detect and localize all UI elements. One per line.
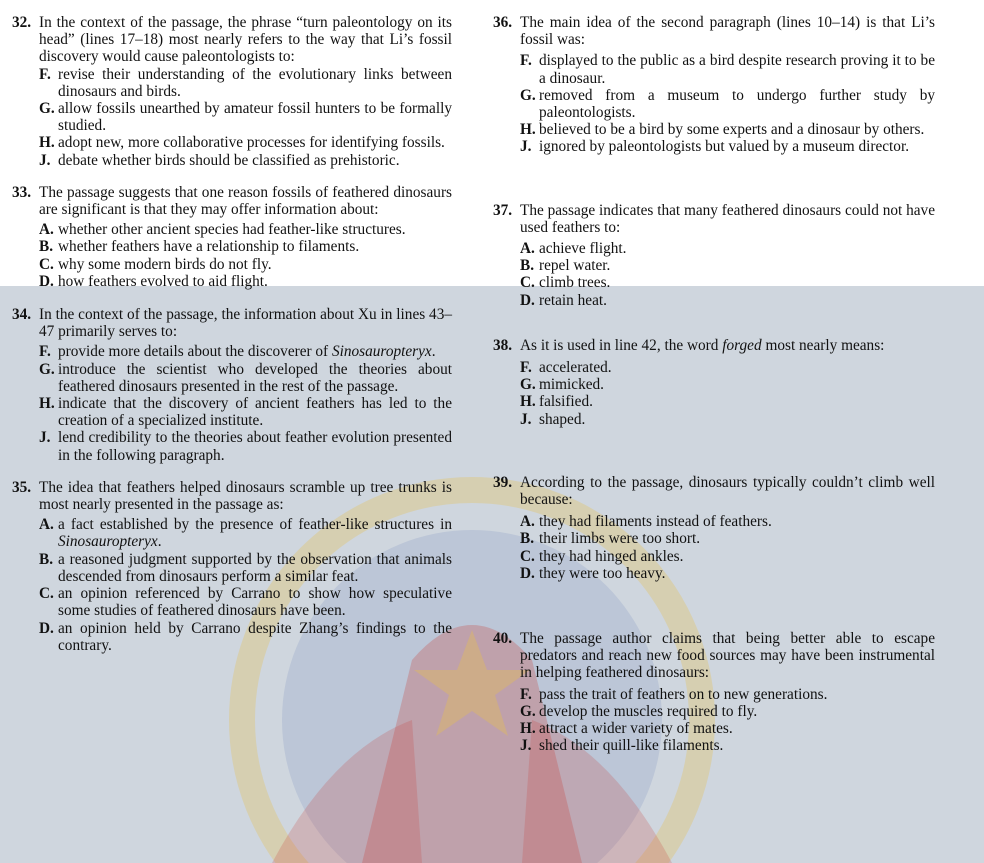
key-word: forged — [722, 336, 762, 354]
question-number: 34. — [12, 306, 32, 324]
option-letter: B. — [39, 550, 54, 568]
question-40 — [493, 630, 935, 754]
option-text: debate whether birds should be classified as prehistoric. — [58, 151, 400, 169]
answer-option[interactable] — [493, 257, 935, 274]
answer-option[interactable] — [12, 273, 452, 290]
question-stem: The passage indicates that many feathered dinosaurs could not have used feathers to: — [520, 201, 935, 236]
answer-option[interactable] — [493, 376, 935, 393]
option-text: they had hinged ankles. — [539, 547, 684, 565]
question-number: 33. — [12, 183, 32, 201]
option-text — [58, 516, 452, 550]
option-text: whether other ancient species had feather-like structures. — [58, 221, 406, 239]
answer-option[interactable] — [493, 720, 935, 737]
question-stem: According to the passage, dinosaurs typically couldn’t climb well because: — [520, 473, 935, 509]
answer-option[interactable] — [12, 516, 452, 550]
option-text: adopt new, more collaborative processes for identifying fossils. — [58, 134, 445, 152]
option-letter: F. — [520, 52, 532, 70]
answer-option[interactable] — [12, 100, 452, 134]
question-38 — [493, 337, 935, 428]
answer-option[interactable] — [12, 256, 452, 273]
option-text: develop the muscles required to fly. — [539, 702, 758, 720]
question-stem: The main idea of the second paragraph (lines 10–14) is that Li’s fossil was: — [520, 14, 935, 49]
option-letter: F. — [520, 685, 532, 703]
option-letter: G. — [520, 376, 536, 394]
answer-option[interactable] — [493, 703, 935, 720]
option-text: an opinion held by Carrano despite Zhang’s findings to the contrary. — [58, 619, 452, 654]
question-stem — [520, 337, 935, 354]
answer-option[interactable] — [12, 395, 452, 429]
question-number: 37. — [493, 201, 513, 219]
option-text: their limbs were too short. — [539, 530, 701, 548]
answer-option[interactable] — [12, 221, 452, 238]
question-number: 35. — [12, 478, 32, 496]
option-text: removed from a museum to undergo further study by paleontologists. — [539, 86, 935, 122]
question-number: 36. — [493, 14, 513, 31]
option-letter: H. — [520, 393, 536, 411]
option-text: climb trees. — [539, 274, 611, 292]
option-text-tail: . — [431, 343, 436, 361]
option-letter: D. — [520, 291, 535, 309]
option-letter: A. — [39, 516, 54, 534]
option-text: attract a wider variety of mates. — [539, 720, 733, 738]
question-39 — [493, 474, 935, 582]
option-text: introduce the scientist who developed the theories about feathered dinosaurs presented in the rest of the passage. — [58, 360, 452, 395]
option-letter: F. — [520, 359, 532, 377]
answer-option[interactable] — [493, 686, 935, 703]
stem-text-end: most nearly means: — [765, 336, 885, 354]
answer-option[interactable] — [12, 66, 452, 100]
answer-option[interactable] — [493, 393, 935, 410]
option-letter: F. — [39, 65, 51, 83]
option-letter: J. — [39, 151, 51, 169]
species-name: Sinosauropteryx — [58, 533, 158, 551]
answer-option[interactable] — [493, 513, 935, 530]
answer-option[interactable] — [493, 530, 935, 547]
left-column — [12, 14, 452, 654]
option-text: repel water. — [539, 257, 611, 275]
option-text: lend credibility to the theories about feather evolution presented in the following paragraph. — [58, 429, 452, 464]
option-text: indicate that the discovery of ancient feathers has led to the creation of a specialized institute. — [58, 395, 452, 430]
answer-option[interactable] — [493, 565, 935, 582]
question-stem: The idea that feathers helped dinosaurs scramble up tree trunks is most nearly presented in the passage as: — [39, 478, 452, 514]
option-text: retain heat. — [539, 291, 607, 309]
option-text: allow fossils unearthed by amateur fossil hunters to be formally studied. — [58, 100, 452, 135]
option-letter: C. — [520, 547, 535, 565]
option-text-main: a fact established by the presence of feather-like structures in — [58, 516, 452, 534]
question-33 — [12, 184, 452, 290]
option-letter: J. — [520, 737, 532, 755]
answer-option[interactable] — [12, 343, 452, 360]
question-number: 32. — [12, 14, 32, 31]
question-stem: In the context of the passage, the phrase “turn paleontology on its head” (lines 17–18) most nearly refers to the way that Li’s fossil discovery would cause paleontologists to: — [39, 14, 452, 66]
option-text: they were too heavy. — [539, 564, 666, 582]
option-letter: C. — [39, 255, 54, 273]
option-letter: A. — [520, 513, 535, 531]
right-column — [493, 14, 935, 755]
answer-option[interactable] — [12, 620, 452, 654]
question-34 — [12, 306, 452, 464]
option-letter: G. — [39, 360, 55, 378]
question-number: 39. — [493, 473, 513, 491]
option-text: pass the trait of feathers on to new generations. — [539, 685, 828, 703]
option-letter: C. — [39, 585, 54, 603]
answer-option[interactable] — [493, 121, 935, 138]
option-text: shed their quill-like filaments. — [539, 737, 724, 755]
answer-option[interactable] — [493, 359, 935, 376]
option-text-main: provide more details about the discoverer of — [58, 343, 329, 361]
answer-option[interactable] — [12, 134, 452, 151]
option-text: mimicked. — [539, 376, 604, 394]
answer-option[interactable] — [493, 274, 935, 291]
option-letter: G. — [39, 100, 55, 118]
option-letter: D. — [39, 272, 54, 290]
option-text: believed to be a bird by some experts and a dinosaur by others. — [539, 121, 925, 139]
option-letter: A. — [39, 221, 54, 239]
question-35 — [12, 479, 452, 654]
option-letter: D. — [520, 564, 535, 582]
species-name: Sinosauropteryx — [331, 343, 432, 361]
option-text: why some modern birds do not fly. — [58, 255, 272, 273]
option-text: whether feathers have a relationship to filaments. — [58, 238, 360, 256]
option-letter: D. — [39, 619, 54, 637]
question-32 — [12, 14, 452, 169]
option-text: achieve flight. — [539, 240, 627, 258]
answer-option[interactable] — [493, 52, 935, 86]
answer-option[interactable] — [12, 361, 452, 395]
option-text: revise their understanding of the evolutionary links between dinosaurs and birds. — [58, 65, 452, 100]
option-text: falsified. — [539, 393, 593, 411]
question-number: 40. — [493, 630, 513, 648]
answer-option[interactable] — [493, 737, 935, 754]
option-text: shaped. — [539, 410, 586, 428]
option-letter: F. — [39, 343, 51, 361]
option-text — [58, 343, 452, 360]
option-letter: H. — [520, 720, 536, 738]
option-letter: B. — [520, 530, 535, 548]
question-37 — [493, 202, 935, 309]
answer-option[interactable] — [493, 138, 935, 155]
option-text: an opinion referenced by Carrano to show how speculative some studies of feathered dinosaurs have been. — [58, 585, 452, 620]
question-stem: The passage author claims that being better able to escape predators and reach new food sources may have been instrumental in helping feathered dinosaurs: — [520, 630, 935, 682]
option-text: accelerated. — [539, 359, 612, 377]
answer-option[interactable] — [493, 292, 935, 309]
option-text: they had filaments instead of feathers. — [539, 513, 772, 531]
answer-option[interactable] — [12, 429, 452, 463]
option-letter: H. — [520, 121, 536, 139]
option-letter: B. — [520, 257, 535, 275]
option-text: a reasoned judgment supported by the observation that animals descended from dinosaurs perform a similar feat. — [58, 550, 452, 585]
question-number: 38. — [493, 336, 513, 354]
answer-option[interactable] — [493, 87, 935, 121]
option-text: displayed to the public as a bird despite research proving it to be a dinosaur. — [539, 52, 935, 87]
option-letter: B. — [39, 238, 54, 256]
question-stem: In the context of the passage, the information about Xu in lines 43–47 primarily serves to: — [39, 306, 452, 341]
answer-option[interactable] — [493, 411, 935, 428]
answer-option[interactable] — [12, 585, 452, 619]
stem-text: As it is used in line 42, the word — [520, 336, 719, 354]
option-text: how feathers evolved to aid flight. — [58, 272, 268, 290]
option-letter: G. — [520, 702, 536, 720]
option-letter: A. — [520, 240, 535, 258]
option-letter: J. — [39, 429, 51, 447]
question-stem: The passage suggests that one reason fossils of feathered dinosaurs are significant is that they may offer information about: — [39, 183, 452, 219]
option-letter: G. — [520, 86, 536, 104]
answer-option[interactable] — [493, 548, 935, 565]
option-letter: H. — [39, 395, 55, 413]
option-letter: J. — [520, 138, 532, 156]
option-letter: J. — [520, 410, 532, 428]
answer-option[interactable] — [12, 238, 452, 255]
answer-option[interactable] — [12, 551, 452, 585]
option-letter: C. — [520, 274, 535, 292]
answer-option[interactable] — [12, 152, 452, 169]
option-text: ignored by paleontologists but valued by a museum director. — [539, 138, 910, 156]
answer-option[interactable] — [493, 240, 935, 257]
question-36 — [493, 14, 935, 156]
option-letter: H. — [39, 134, 55, 152]
option-text-tail: . — [157, 533, 162, 551]
